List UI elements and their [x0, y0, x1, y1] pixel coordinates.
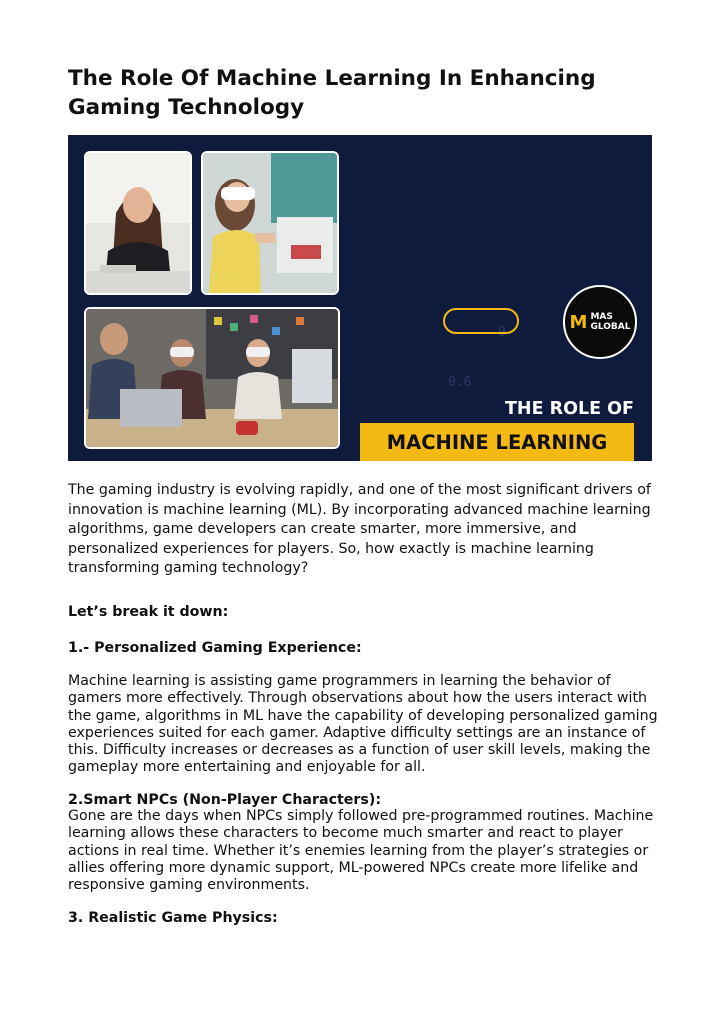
photo-group-gaming-illustration: [86, 309, 338, 447]
section-2-body: Gone are the days when NPCs simply followed pre-programmed routines. Machine learning allows these characters to become much smarter and react to player actions in real time. Whether it’s enemies learning from the player’s strategies or allies offering more dynamic support, ML-powered NPCs create more lifelike and responsive gaming environments.: [68, 808, 654, 894]
breakdown-heading: Let’s break it down:: [68, 604, 229, 620]
section-2-heading: 2.Smart NPCs (Non-Player Characters):: [68, 792, 381, 808]
photo-smiling-woman-illustration: [86, 153, 190, 293]
banner-background-digits: 9: [498, 325, 506, 340]
section-1-heading: 1.- Personalized Gaming Experience:: [68, 640, 362, 656]
section-1-body: Machine learning is assisting game programmers in learning the behavior of gamers more effectively. Through observations about how the users interact with the game, algorithms in ML have the capability of developing personalized gaming experiences suited for each gamer. Adaptive difficulty settings are an instance of this. Difficulty increases or decreases as a function of user skill levels, making the gameplay more entertaining and enjoyable for all.: [68, 673, 658, 776]
decorative-pill-outline: [443, 308, 519, 334]
photo-child-vr-headset: [201, 151, 339, 295]
section-3-heading: 3. Realistic Game Physics:: [68, 910, 278, 926]
photo-smiling-woman: [84, 151, 192, 295]
mas-global-logo-text: MAS GLOBAL: [590, 312, 631, 332]
photo-group-gaming: [84, 307, 340, 449]
mas-global-logo-mark: M: [569, 311, 588, 333]
intro-paragraph: The gaming industry is evolving rapidly, and one of the most significant drivers of innovation is machine learning (ML). By incorporating advanced machine learning algorithms, game developers can create smarter, more immersive, and personalized experiences for players. So, how exactly is machine learning transforming gaming technology?: [68, 482, 651, 577]
banner-background-digits: 0.6: [448, 375, 472, 390]
banner-headline-highlight: MACHINE LEARNING: [360, 423, 634, 461]
article-banner: [68, 135, 652, 461]
article-title: The Role Of Machine Learning In Enhancing Gaming Technology: [68, 66, 596, 120]
photo-child-vr-illustration: [203, 153, 337, 293]
mas-global-logo: [563, 285, 637, 359]
banner-headline-line1: THE ROLE OF: [504, 399, 634, 419]
